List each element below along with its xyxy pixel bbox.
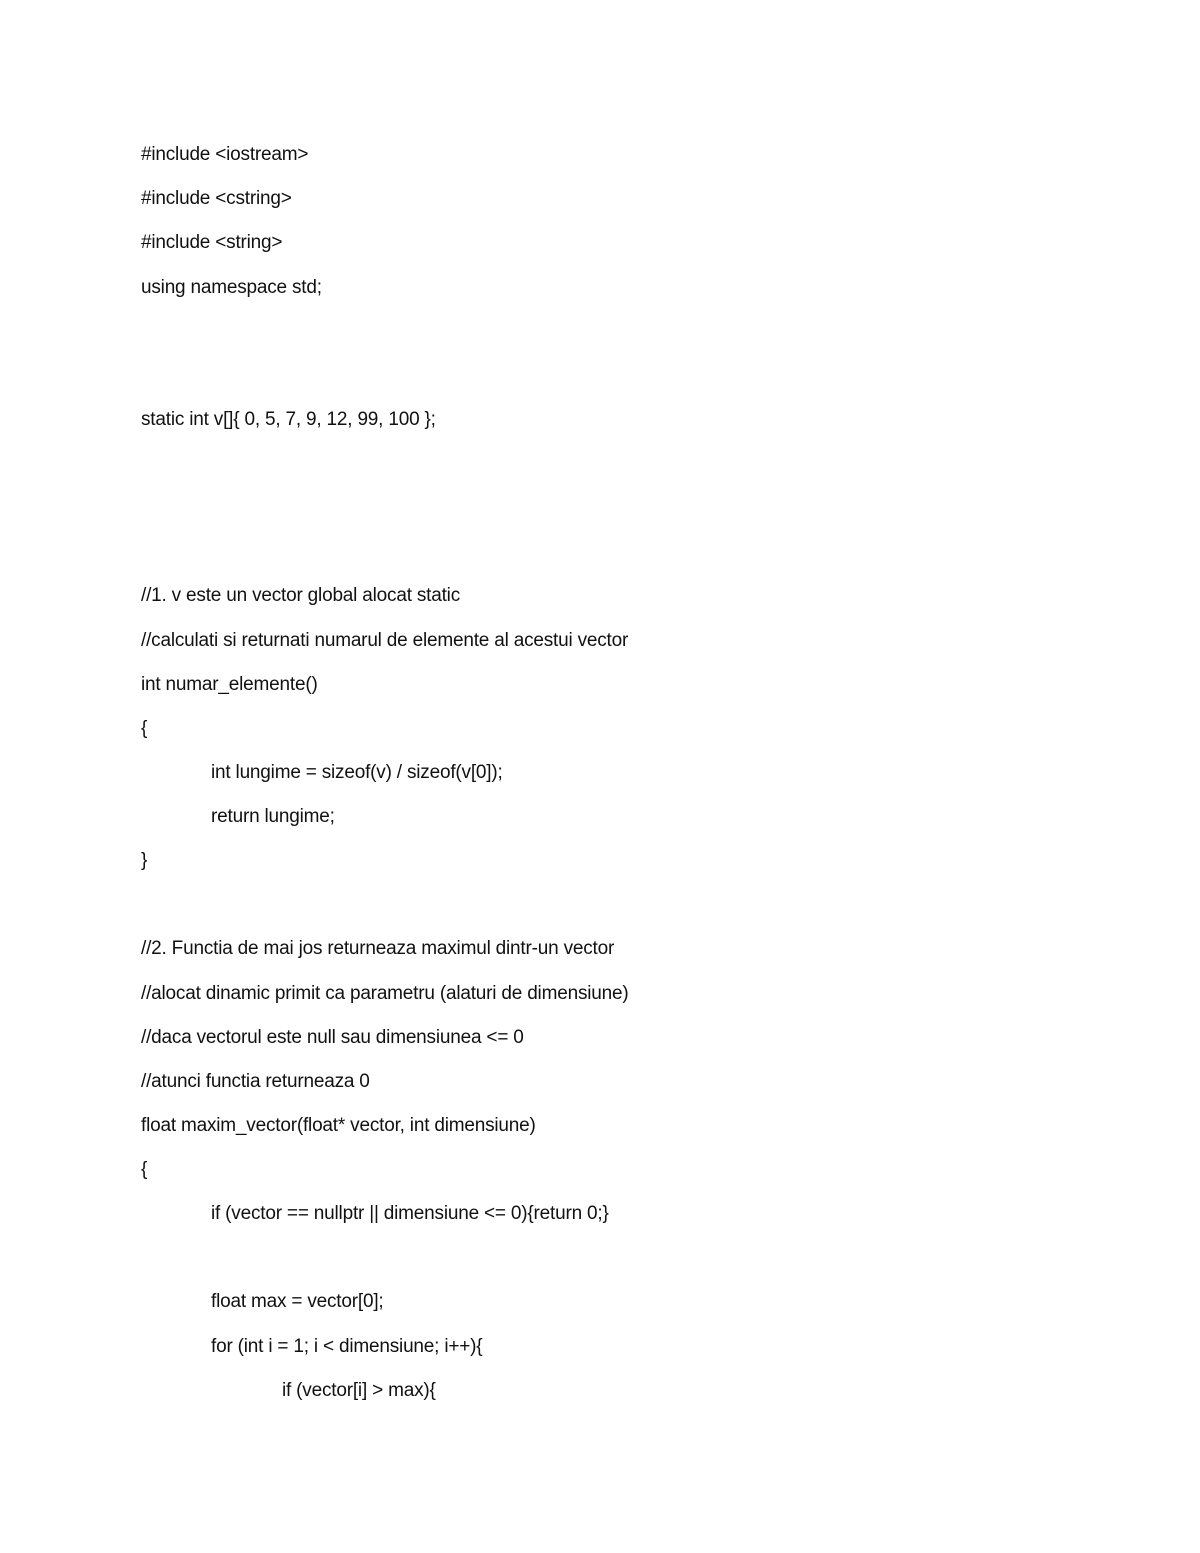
code-line-include-cstring: #include <cstring> [141,188,292,209]
code-line-open-brace: { [141,1159,148,1180]
code-line-function-signature: float maxim_vector(float* vector, int dimensiune) [141,1115,536,1136]
code-line-if-compare: if (vector[i] > max){ [282,1380,436,1401]
code-comment-task-2: //2. Functia de mai jos returneaza maximul dintr-un vector [141,938,615,959]
code-line-close-brace: } [141,850,148,871]
code-comment-task-1-desc: //calculati si returnati numarul de elemente al acestui vector [141,630,629,651]
code-line-null-check: if (vector == nullptr || dimensiune <= 0){return 0;} [211,1203,609,1224]
code-comment-task-2-desc-3: //atunci functia returneaza 0 [141,1071,370,1092]
code-comment-task-2-desc-1: //alocat dinamic primit ca parametru (alaturi de dimensiune) [141,983,629,1004]
code-line-open-brace: { [141,718,148,739]
code-line-include-string: #include <string> [141,232,283,253]
code-comment-task-2-desc-2: //daca vectorul este null sau dimensiunea <= 0 [141,1027,524,1048]
code-line-return: return lungime; [211,806,335,827]
code-line-for-loop: for (int i = 1; i < dimensiune; i++){ [211,1336,483,1357]
code-line-include-iostream: #include <iostream> [141,144,309,165]
code-line-length-calc: int lungime = sizeof(v) / sizeof(v[0]); [211,762,503,783]
code-line-function-signature: int numar_elemente() [141,674,318,695]
code-comment-task-1: //1. v este un vector global alocat static [141,585,460,606]
code-line-using-namespace: using namespace std; [141,277,322,298]
code-line-max-init: float max = vector[0]; [211,1291,384,1312]
code-line-static-array: static int v[]{ 0, 5, 7, 9, 12, 99, 100 }; [141,409,436,430]
